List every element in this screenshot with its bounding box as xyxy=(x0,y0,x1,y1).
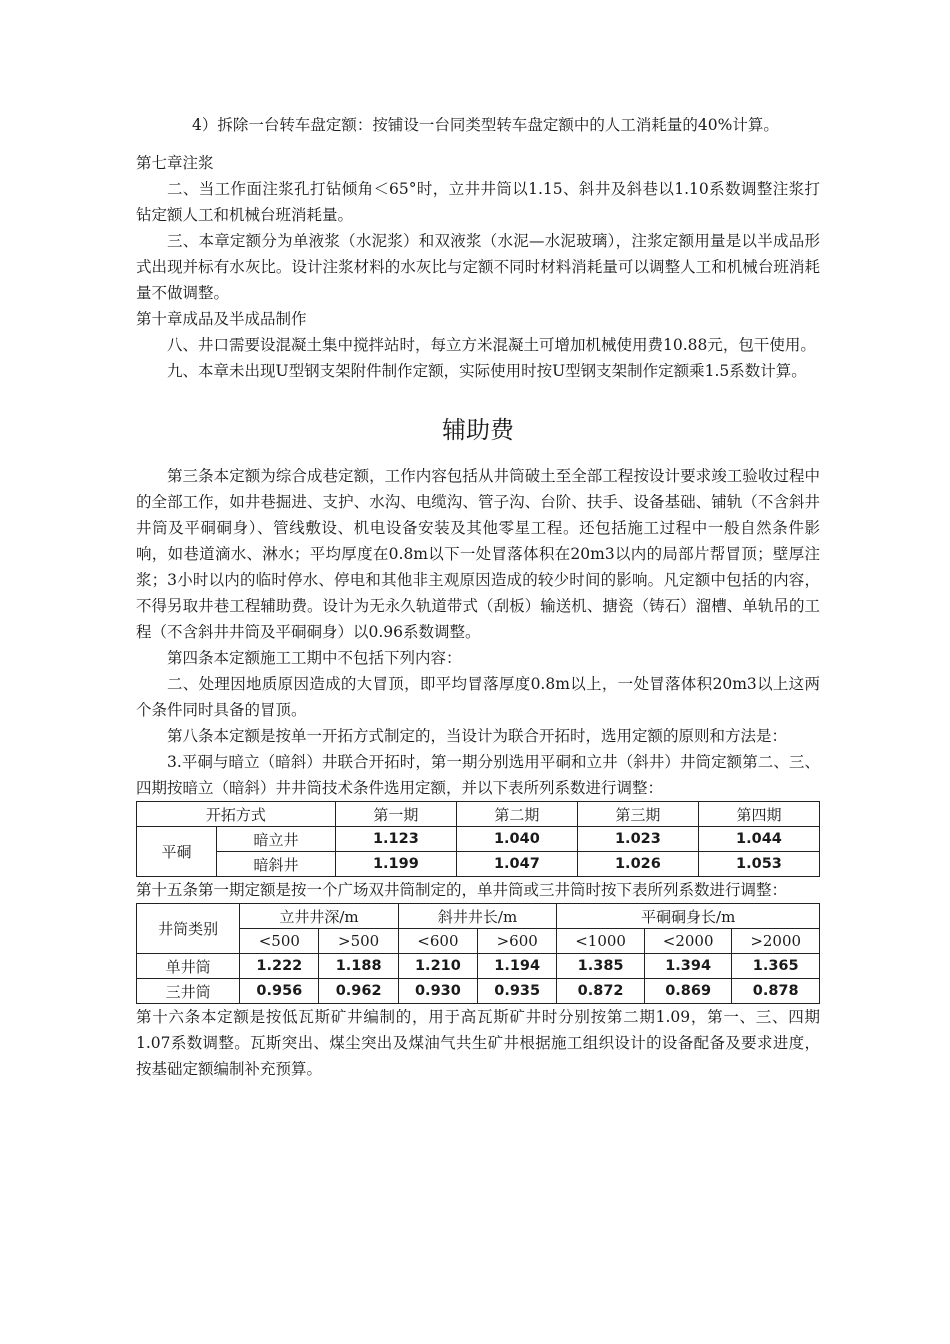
row-label: 暗斜井 xyxy=(217,852,336,877)
table-cell: 0.930 xyxy=(398,979,477,1004)
table-cell: 1.222 xyxy=(240,954,319,979)
table-subheader: >500 xyxy=(319,929,398,954)
coefficient-table-development xyxy=(136,801,820,877)
table-subheader: <600 xyxy=(398,929,477,954)
chapter-heading: 第七章注浆 xyxy=(136,154,214,172)
table-row xyxy=(137,827,820,852)
table-row xyxy=(137,979,820,1004)
document-page xyxy=(136,112,820,1082)
table-subheader: >2000 xyxy=(732,929,820,954)
paragraph: 3.平硐与暗立（暗斜）井联合开拓时，第一期分别选用平硐和立井（斜井）井筒定额第二、三、四期按暗立（暗斜）井井筒技术条件选用定额，并以下表所列系数进行调整： xyxy=(136,753,820,797)
table-row xyxy=(137,852,820,877)
table-group-header: 立井井深/m xyxy=(240,904,399,929)
paragraph: 第三条本定额为综合成巷定额，工作内容包括从井筒破土至全部工程按设计要求竣工验收过程中的全部工作，如井巷掘进、支护、水沟、电缆沟、管子沟、台阶、扶手、设备基础、铺轨（不含斜井井筒及平硐硐身）、管线敷设、机电设备安装及其他零星工程。还包括施工过程中一般自然条件影响，如巷道滴水、淋水；平均厚度在0.8m以下一处冒落体积在20m3以内的局部片帮冒顶；壁厚注浆；3小时以内的临时停水、停电和其他非主观原因造成的较少时间的影响。凡定额中包括的内容，不得另取井巷工程辅助费。设计为无永久轨道带式（刮板）输送机、搪瓷（铸石）溜槽、单轨吊的工程（不含斜井井筒及平硐硐身）以0.96系数调整。 xyxy=(136,467,820,641)
row-label: 暗立井 xyxy=(217,827,336,852)
table-cell: 1.194 xyxy=(478,954,557,979)
table-header: 井筒类别 xyxy=(137,904,240,954)
table-header: 第一期 xyxy=(335,802,456,827)
table-header: 第四期 xyxy=(698,802,819,827)
row-group-label: 平硐 xyxy=(137,827,217,877)
paragraph: 八、井口需要设混凝土集中搅拌站时，每立方米混凝土可增加机械使用费10.88元，包干使用。 xyxy=(167,336,816,354)
table-cell: 1.047 xyxy=(456,852,577,877)
row-label: 单井筒 xyxy=(137,954,240,979)
table-cell: 1.026 xyxy=(577,852,698,877)
chapter-heading: 第十章成品及半成品制作 xyxy=(136,310,307,328)
table-row xyxy=(137,954,820,979)
table-cell: 1.199 xyxy=(335,852,456,877)
section-title: 辅助费 xyxy=(442,416,514,444)
paragraph: 4）拆除一台转车盘定额：按铺设一台同类型转车盘定额中的人工消耗量的40%计算。 xyxy=(192,116,779,134)
table-header: 第二期 xyxy=(456,802,577,827)
table-cell: 0.935 xyxy=(478,979,557,1004)
paragraph: 第十五条第一期定额是按一个广场双井筒制定的，单井筒或三井筒时按下表所列系数进行调整： xyxy=(136,881,788,899)
table-group-header: 平硐硐身长/m xyxy=(557,904,820,929)
paragraph: 二、处理因地质原因造成的大冒顶，即平均冒落厚度0.8m以上，一处冒落体积20m3以上这两个条件同时具备的冒顶。 xyxy=(136,675,820,719)
table-cell: 1.053 xyxy=(698,852,819,877)
table-cell: 1.365 xyxy=(732,954,820,979)
table-header: 开拓方式 xyxy=(137,802,336,827)
table-cell: 0.869 xyxy=(644,979,732,1004)
table-cell: 1.044 xyxy=(698,827,819,852)
table-cell: 0.878 xyxy=(732,979,820,1004)
coefficient-table-shafts xyxy=(136,903,820,1004)
table-cell: 1.385 xyxy=(557,954,645,979)
table-cell: 1.188 xyxy=(319,954,398,979)
table-cell: 1.394 xyxy=(644,954,732,979)
row-label: 三井筒 xyxy=(137,979,240,1004)
table-subheader: <500 xyxy=(240,929,319,954)
table-cell: 0.956 xyxy=(240,979,319,1004)
table-cell: 1.210 xyxy=(398,954,477,979)
table-header: 第三期 xyxy=(577,802,698,827)
table-subheader: <2000 xyxy=(644,929,732,954)
table-cell: 1.040 xyxy=(456,827,577,852)
paragraph: 三、本章定额分为单液浆（水泥浆）和双液浆（水泥—水泥玻璃），注浆定额用量是以半成品形式出现并标有水灰比。设计注浆材料的水灰比与定额不同时材料消耗量可以调整人工和机械台班消耗量不做调整。 xyxy=(136,232,820,302)
paragraph: 二、当工作面注浆孔打钻倾角＜65°时，立井井筒以1.15、斜井及斜巷以1.10系数调整注浆打钻定额人工和机械台班消耗量。 xyxy=(136,180,820,224)
table-group-header: 斜井井长/m xyxy=(398,904,557,929)
table-cell: 1.123 xyxy=(335,827,456,852)
table-cell: 1.023 xyxy=(577,827,698,852)
table-subheader: >600 xyxy=(478,929,557,954)
table-subheader: <1000 xyxy=(557,929,645,954)
table-cell: 0.962 xyxy=(319,979,398,1004)
paragraph: 九、本章未出现U型钢支架附件制作定额，实际使用时按U型钢支架制作定额乘1.5系数计算。 xyxy=(167,362,807,380)
table-cell: 0.872 xyxy=(557,979,645,1004)
paragraph: 第十六条本定额是按低瓦斯矿井编制的，用于高瓦斯矿井时分别按第二期1.09，第一、三、四期1.07系数调整。瓦斯突出、煤尘突出及煤油气共生矿井根据施工组织设计的设备配备及要求进度，按基础定额编制补充预算。 xyxy=(136,1008,820,1078)
paragraph: 第八条本定额是按单一开拓方式制定的，当设计为联合开拓时，选用定额的原则和方法是： xyxy=(167,727,788,745)
paragraph: 第四条本定额施工工期中不包括下列内容： xyxy=(167,649,462,667)
